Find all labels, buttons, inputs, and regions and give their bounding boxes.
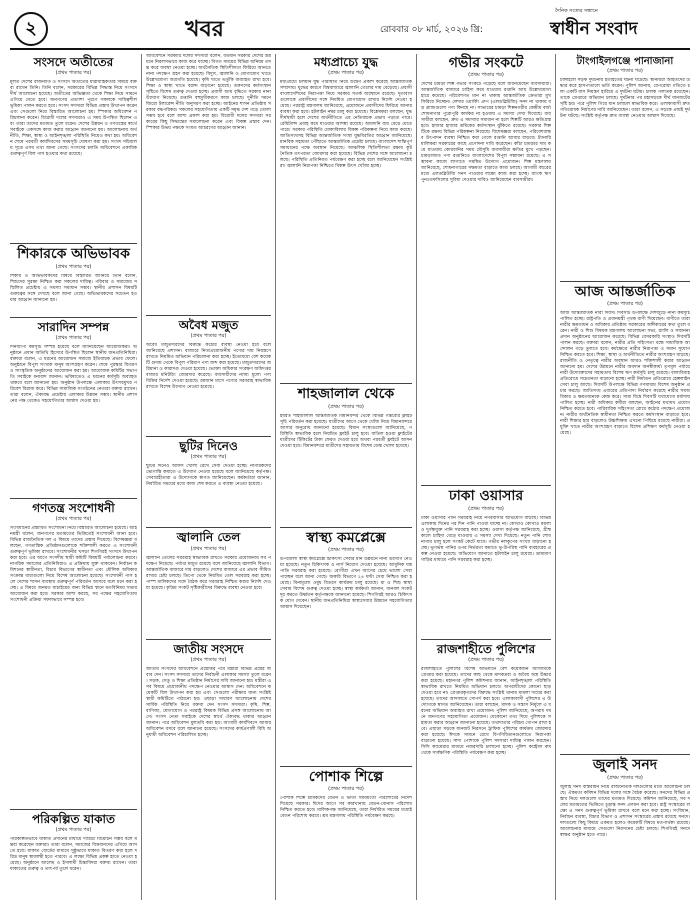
continued-note: (প্রথম পাতার পর) [468,656,504,663]
article-body: জাতীয় সংসদের অধিবেশনে প্রশ্নোত্তর পর্বে মন্ত্রীরা বিভিন্ন প্রশ্নের জবাব দেন। সংসদ সদস্যরা তাদের নির্বাচনী এলাকার সমস্যা তুলে ধরেন। সড়ক, সেতু ও শিক্ষা প্রতিষ্ঠান নির্মাণের দাবি জানানো হয়। মন্ত্রীরা এসব বিষয়ে প্রয়োজনীয় পদক্ষেপ নেওয়ার আশ্বাস দেন। অধিবেশনে কয়েকটি বিল উত্থাপন করা হয় এবং সেগুলো পরীক্ষার জন্য সংশ্লিষ্ট স্থায়ী কমিটিতে পাঠানো হয়। এছাড়া সাধারণ আলোচনায় দেশের সার্বিক পরিস্থিতি নিয়ে বক্তব্য দেন সংসদ সদস্যরা। কৃষি, শিল্প, বাণিজ্য, যোগাযোগ ও পররাষ্ট্র বিষয়ক বিভিন্ন প্রসঙ্গ আলোচনায় আসে। সংসদ নেতা সবাইকে দেশের স্বার্থে ঐক্যবদ্ধ থাকার আহ্বান জানান। পরে অধিবেশন মুলতবি করা হয়। আগামী কার্যদিবসে আবার অধিবেশন বসবে বলে জানানো হয়েছে। সংসদের কার্যপ্রণালী বিধি অনুযায়ী অধিবেশন পরিচালিত হচ্ছে। [146,666,271,738]
brand-tagline: দৈনিক সত্যের সন্ধানে [555,8,598,14]
article-body: অধিবেশনে সরকারি দলের সদস্যরা বলেন, বর্তমান সরকার দেশের উন্নয়নে নিরলসভাবে কাজ করে যাচ্ছে। বিগত সময়ের বিভিন্ন অনিয়ম তদন্ত করে ব্যবস্থা নেওয়া হচ্ছে। অর্থনৈতিক স্থিতিশীলতা ফিরিয়ে আনতে নানা পদক্ষেপ গ্রহণ করা হয়েছে। বিদ্যুৎ, জ্বালানি ও যোগাযোগ খাতে উল্লেখযোগ্য অগ্রগতি হয়েছে। কৃষি খাতে ভর্তুকি অব্যাহত রাখা হবে। শিক্ষা ও স্বাস্থ্য খাতে বরাদ্দ বাড়ানো হয়েছে। তরুণদের কর্মসংস্থান সৃষ্টিতে বিশেষ গুরুত্ব দেওয়া হচ্ছে। প্রবাসী আয় বৃদ্ধিতে সরকার নানা উদ্যোগ নিয়েছে। রপ্তানি বহুমুখীকরণে কাজ চলছে। দুর্নীতি দমনে জিরো টলারেন্স নীতি অনুসরণ করা হচ্ছে। আইনের শাসন প্রতিষ্ঠায় সরকার বদ্ধপরিকর। সকলের সহযোগিতায় একটি সমৃদ্ধ দেশ গড়ে তোলা সম্ভব হবে বলে আশা প্রকাশ করা হয়। বিরোধী দলের সদস্যরা সরকারের কিছু সিদ্ধান্তের সমালোচনা করেন এবং বিকল্প প্রস্তাব দেন। স্পিকার উভয় পক্ষকে সংযত আচরণের আহ্বান জানান। [146,54,271,131]
article-headline: জাতীয় সংসদে [173,641,244,656]
article [560,56,690,278]
article-divider [421,485,551,486]
article [421,643,551,903]
article-headline: সারাদিন সম্পন্ন [37,319,110,334]
article-headline: ছুটির দিনেও [179,439,238,454]
article [146,531,271,635]
article-divider [10,809,137,810]
column-1 [10,54,137,908]
article [280,531,412,763]
article-body: হযরত শাহজালাল আন্তর্জাতিক বিমানবন্দর থেকে বিভিন্ন গন্তব্যের ফ্লাইট সূচি পরিবর্তন করা হয়েছে। যাত্রীদের আগে থেকে খোঁজ নিয়ে বিমানবন্দরে আসার অনুরোধ জানানো হয়েছে। বিমান সংস্থাগুলো জানিয়েছে, পরিস্থিতি স্বাভাবিক হলে নিয়মিত ফ্লাইট চালু হবে। বাতিল হওয়া ফ্লাইটের যাত্রীদের টিকিটের টাকা ফেরত দেওয়া হবে অথবা পরবর্তী ফ্লাইটে আসন দেওয়া হবে। বিমানবন্দরে যাত্রীদের সহায়তায় বিশেষ ডেস্ক খোলা হয়েছে। [280,413,412,449]
article-headline: পোশাক শিল্পে [308,768,384,785]
continued-note: (প্রথম পাতার পর) [328,786,364,793]
article-body: পোশাক শিল্পে শ্রমিকদের বেতন ও ভাতা সময়মতো পরিশোধের নির্দেশ দিয়েছে সরকার। ঈদের আগে সব কারখানায় বেতন-বোনাস পরিশোধ নিশ্চিত করতে হবে। মালিকপক্ষ জানিয়েছে, তারা নির্ধারিত সময়ের মধ্যেই বেতন পরিশোধ করবে। শ্রম মন্ত্রণালয় পরিস্থিতি পর্যবেক্ষণ করছে। [280,796,412,820]
article-divider [280,766,412,767]
article-divider [146,436,271,437]
column-3 [280,54,412,859]
continued-note: (প্রথম পাতার পর) [328,546,364,553]
article [146,54,271,312]
article [10,56,137,240]
article-headline: ঢাকা ওয়াসার [448,488,524,505]
article-body: জুলাই সনদ বাস্তবায়ন নিয়ে রাজনৈতিক দলগুলোর মধ্যে আলোচনা চলছে। ঐকমত্য কমিশন বিভিন্ন দলের সঙ্গে বৈঠক করেছে। সনদের বিভিন্ন প্রস্তাব নিয়ে দলগুলো তাদের মতামত দিয়েছে। কমিশন জানিয়েছে, সব দলের মতামতের ভিত্তিতে চূড়ান্ত সনদ প্রণয়ন করা হবে। রাষ্ট্র সংস্কারের লক্ষ্যে এ সনদ গুরুত্বপূর্ণ ভূমিকা রাখবে বলে মনে করা হচ্ছে। সংবিধান, নির্বাচন ব্যবস্থা, বিচার বিভাগ ও প্রশাসন সংস্কারের প্রস্তাব রয়েছে সনদে। দলগুলো কিছু বিষয়ে একমত হলেও কয়েকটি বিষয়ে মতপার্থক্য রয়েছে। আলোচনার মাধ্যমে সেগুলো নিরসনের চেষ্টা চলছে। শিগগিরই সনদে স্বাক্ষর অনুষ্ঠান হতে পারে। [560,784,690,838]
column-2 [146,54,271,900]
article [10,321,137,495]
article-headline: অবৈধ মজুত [178,318,239,332]
continued-note: (প্রথম পাতার পর) [607,301,643,308]
continued-note: (প্রথম পাতার পর) [55,827,92,834]
article-body: শিকার ও অভিভাবকদের বিষয়ে বিস্তারিত জানিয়ে তিনি বলেন, শিশুদের সুরক্ষা নিশ্চিত করা সকলের দায়িত্ব। পরিবার ও সমাজের সম্মিলিত প্রচেষ্টায় এ সমস্যা সমাধান সম্ভব। স্থানীয় প্রশাসন বিষয়টি গুরুত্বের সঙ্গে দেখছে বলে জানা গেছে। অভিভাবকদের সচেতন হওয়ার আহ্বান জানানো হয়। [10,273,137,303]
article-headline: জ্বালানি তেল [176,530,241,545]
article [280,770,412,856]
article-body: আজ আন্তর্জাতিক নারী দিবস। দিবসটি উপলক্ষে দেশজুড়ে নানা কর্মসূচি পালিত হচ্ছে। রাষ্ট্রপতি ও প্রধানমন্ত্রী পৃথক বাণী দিয়েছেন। বাণীতে তারা নারীর ক্ষমতায়ন ও অধিকার প্রতিষ্ঠায় সরকারের অঙ্গীকারের কথা তুলে ধরেন। নারী ও শিশু বিষয়ক মন্ত্রণালয় আলোচনা সভা, র‍্যালি ও সম্মাননা প্রদান অনুষ্ঠানের আয়োজন করেছে। বিভিন্ন বেসরকারি সংস্থাও দিবসটি পালন করছে। বক্তারা বলেন, নারীর প্রতি সহিংসতা বন্ধে সামাজিক আন্দোলন গড়ে তুলতে হবে। কর্মক্ষেত্রে নারীর নিরাপত্তা ও সমান সুযোগ নিশ্চিত করতে হবে। শিক্ষা, স্বাস্থ্য ও অর্থনীতিতে নারীর অংশগ্রহণ বাড়ছে। রাজনীতি ও নেতৃত্বে নারীর অবস্থান আরও শক্তিশালী করার আহ্বান জানানো হয়। দেশের উন্নয়নে নারীর অবদান অনস্বীকার্য। তৃণমূল পর্যায়ে নারী উদ্যোক্তাদের সহায়তায় বিশেষ ঋণ কর্মসূচি চালু রয়েছে। বাল্যবিবাহ প্রতিরোধে সচেতনতা বাড়ানো হচ্ছে। নারী নির্যাতন প্রতিরোধে হেল্পলাইন সেবা চালু আছে। দিবসটি উপলক্ষে বিভিন্ন গণমাধ্যম বিশেষ অনুষ্ঠান প্রচার করছে। জাতিসংঘ এবারের প্রতিপাদ্য নির্ধারণ করেছে নারীর সমঅধিকার ও ক্ষমতায়নকে কেন্দ্র করে। সারা বিশ্বে দিবসটি যথাযোগ্য মর্যাদায় পালিত হচ্ছে। নারী অধিকার কর্মীরা বলছেন, আইনের যথাযথ প্রয়োগ নিশ্চিত করতে হবে। পারিবারিক সহিংসতা রোধে কঠোর পদক্ষেপ প্রয়োজন। নারীর অর্থনৈতিক স্বাধীনতা নিশ্চিত করতে কর্মসংস্থান বাড়াতে হবে। নারী শিক্ষার হার বাড়লেও উচ্চশিক্ষায় এখনো পিছিয়ে রয়েছে নারীরা। প্রযুক্তি খাতে নারীর অংশগ্রহণ বাড়াতে বিশেষ প্রশিক্ষণ কর্মসূচি নেওয়া হয়েছে। [560,311,690,437]
article-body: রাজশাহীতে পুলিশের বিশেষ অভিযানে বেশ কয়েকজন আসামিকে গ্রেপ্তার করা হয়েছে। তাদের কাছ থেকে মাদকদ্রব্য ও অবৈধ অস্ত্র উদ্ধার করা হয়েছে। মহানগর পুলিশ কমিশনার জানান, আইনশৃঙ্খলা পরিস্থিতি স্বাভাবিক রাখতে নিয়মিত অভিযান চলবে। অপরাধীদের কোনো ছাড় দেওয়া হবে না। গ্রেপ্তারকৃতদের বিরুদ্ধে সংশ্লিষ্ট থানায় মামলা দায়ের করা হয়েছে। তাদের আদালতে সোপর্দ করা হবে। এলাকাবাসী পুলিশের এ উদ্যোগকে স্বাগত জানিয়েছেন। তারা বলছেন, মাদক ও সন্ত্রাস নির্মূলে এ ধরনের অভিযান অব্যাহত রাখা প্রয়োজন। পুলিশ জানিয়েছে, অপরাধ দমনে জনগণের সহযোগিতা প্রয়োজন। যেকোনো তথ্য দিয়ে পুলিশকে সহায়তা করার আহ্বান জানানো হয়েছে। তথ্যদাতার পরিচয় গোপন রাখা হবে। এছাড়া সড়কে যানজট নিরসনে ট্রাফিক পুলিশের কার্যক্রম জোরদার করা হয়েছে। ঈদকে সামনে রেখে বিপণিবিতানগুলোতে নিরাপত্তা বাড়ানো হয়েছে। সাদা পোশাকে পুলিশ সদস্যরা দায়িত্ব পালন করছেন। সিসি ক্যামেরার মাধ্যমে নজরদারি চালানো হচ্ছে। পুলিশ কন্ট্রোল রুম থেকে সার্বক্ষণিক পরিস্থিতি পর্যবেক্ষণ করা হচ্ছে। [421,666,551,756]
article-divider [280,383,412,384]
column-divider [416,54,417,900]
article-divider [560,754,690,755]
article-headline: মধ্যপ্রাচ্যে যুদ্ধ [314,55,378,69]
article-body: সংবিধানের প্রস্তাবিত সংশোধনী নিয়ে বিস্তারিত আলোচনা হয়েছে। আইনমন্ত্রী বলেন, জনগণের মতামতের ভিত্তিতেই সংশোধনী আনা হবে। বিভিন্ন রাজনৈতিক দল এ বিষয়ে তাদের প্রস্তাব দিয়েছে। বিশেষজ্ঞরা বলছেন, গণতান্ত্রিক প্রতিষ্ঠানগুলোকে শক্তিশালী করতে এ সংশোধনী গুরুত্বপূর্ণ ভূমিকা রাখবে। সংশোধনীর খসড়া শিগগিরই সংসদে উত্থাপন করা হবে। এর আগে সংসদীয় স্থায়ী কমিটি বিষয়টি পর্যালোচনা করবে। নাগরিক সমাজের প্রতিনিধিরাও এ প্রক্রিয়ায় যুক্ত থাকবেন। নির্বাচন কমিশনের স্বাধীনতা, বিচার বিভাগের স্বাধীনতা এবং মৌলিক অধিকার সংক্রান্ত ধারাগুলো নিয়ে বিশেষ আলোচনা হয়েছে। সংশোধনী পাস হলে দেশের শাসন ব্যবস্থায় গুরুত্বপূর্ণ পরিবর্তন আসবে বলে মনে করা হচ্ছে। এ বিষয়ে জনমত যাচাইয়ের জন্য বিভিন্ন স্থানে মতবিনিময় সভার আয়োজন করা হবে। সরকার আশা করছে, সব পক্ষের সহযোগিতায় সংশোধনী প্রক্রিয়া সফলভাবে সম্পন্ন হবে। [10,525,137,603]
continued-note: (প্রথম পাতার পর) [190,656,227,663]
brand-logo: স্বাধীন সংবাদ [550,19,638,39]
column-divider [555,54,556,900]
newspaper-page [10,8,690,904]
article-body: জ্বালানি তেলের সরবরাহ স্বাভাবিক রাখতে সরকার প্রয়োজনীয় সব পদক্ষেপ নিয়েছে। পর্যাপ্ত মজুত রয়েছে বলে জানিয়েছে জ্বালানি বিভাগ। আন্তর্জাতিক বাজারে দাম বাড়লেও দেশের বাজারে এর প্রভাব সীমিত রাখার চেষ্টা চলছে। ডিপো থেকে নিয়মিত তেল সরবরাহ করা হচ্ছে। পাম্প মালিকদের সঙ্গে বৈঠক করে সরবরাহ নিশ্চিত করার নির্দেশ দেওয়া হয়েছে। কৃত্রিম সংকট সৃষ্টিকারীদের বিরুদ্ধে ব্যবস্থা নেওয়া হবে। [146,555,271,591]
article [10,813,137,905]
continued-note: (প্রথম পাতার পর) [190,333,227,340]
article [560,758,690,884]
continued-note: (প্রথম পাতার পর) [55,515,92,522]
article-body: মধ্যপ্রাচ্যে চলমান যুদ্ধ পরিস্থিতি নিয়ে উদ্বেগ প্রকাশ করেছে আন্তর্জাতিক সম্প্রদায়। যুদ্ধের কারণে বিশ্ববাজারে জ্বালানি তেলের দাম বেড়েছে। প্রবাসী বাংলাদেশিদের নিরাপত্তা নিয়ে সরকার সতর্ক অবস্থানে রয়েছে। দূতাবাসগুলোকে প্রবাসীদের সঙ্গে নিয়মিত যোগাযোগ রাখার নির্দেশ দেওয়া হয়েছে। পররাষ্ট্র মন্ত্রণালয় জানিয়েছে, প্রয়োজনে প্রবাসীদের ফিরিয়ে আনার ব্যবস্থা করা হবে। হটলাইন নম্বর চালু করা হয়েছে। বিশ্লেষকরা বলছেন, যুদ্ধ দীর্ঘস্থায়ী হলে দেশের অর্থনীতিতে এর নেতিবাচক প্রভাব পড়তে পারে। রেমিট্যান্স প্রবাহ কমে যাওয়ার আশঙ্কা রয়েছে। আমদানি ব্যয় বেড়ে যেতে পারে। সরকার পরিস্থিতি মোকাবিলায় বিকল্প পরিকল্পনা নিয়ে কাজ করছে। জাতিসংঘসহ বিভিন্ন আন্তর্জাতিক সংস্থা যুদ্ধবিরতির আহ্বান জানিয়েছে। মানবিক সহায়তা পৌঁছাতে আন্তর্জাতিক প্রচেষ্টা চলছে। বাংলাদেশ শান্তিপূর্ণ সমাধানের পক্ষে অবস্থান নিয়েছে। আঞ্চলিক স্থিতিশীলতা রক্ষায় কূটনৈতিক তৎপরতা জোরদার করা হয়েছে। বিভিন্ন দেশের সঙ্গে আলোচনা চলছে। পরিস্থিতি প্রতিনিয়ত পর্যবেক্ষণ করা হচ্ছে বলে জানিয়েছেন সংশ্লিষ্টরা। জ্বালানি নিরাপত্তা নিশ্চিতে বিকল্প উৎস খোঁজা হচ্ছে। [280,80,412,170]
article-headline: গণতন্ত্র সংশোধনী [32,500,115,515]
page-number: ২ [14,12,48,46]
article [560,285,690,751]
article-divider [280,527,412,528]
article-divider [146,315,271,316]
continued-note: (প্রথম পাতার পর) [55,70,92,77]
continued-note: (প্রথম পাতার পর) [468,72,504,79]
article [146,319,271,433]
article [146,643,271,897]
article-divider [10,498,137,499]
continued-note: (প্রথম পাতার পর) [55,334,92,341]
continued-note: (প্রথম পাতার পর) [607,68,643,74]
article-headline: স্বাস্থ্য কমপ্লেক্সে [306,529,386,546]
article-body: টাঙ্গাইলে সড়ক দুর্ঘটনায় হতাহতের ঘটনা ঘটেছে। স্থানীয়রা আহতদের উদ্ধার করে হাসপাতালে ভর্তি করেন। পুলিশ জানায়, বেপরোয়া গতিতে চলা একটি বাস নিয়ন্ত্রণ হারিয়ে এ দুর্ঘটনা ঘটায়। চালক পলাতক রয়েছেন। তাকে গ্রেপ্তারে অভিযান চলছে। দুর্ঘটনার পর মহাসড়কে দীর্ঘ যানজটের সৃষ্টি হয়। পরে পুলিশ গিয়ে যান চলাচল স্বাভাবিক করে। এলাকাবাসী দ্রুত গতিরোধক নির্মাণের দাবি জানিয়েছেন। তারা বলেন, এ সড়কে প্রায়ই দুর্ঘটনা ঘটছে। সংশ্লিষ্ট কর্তৃপক্ষ দ্রুত ব্যবস্থা নেওয়ার আশ্বাস দিয়েছে। [560,78,690,119]
article-headline: জুলাই সনদ [592,757,658,774]
continued-note: (প্রথম পাতার পর) [190,454,227,461]
continued-note: (প্রথম পাতার পর) [607,774,643,781]
article-headline: পরিকল্পিত যাকাত [31,811,116,826]
article-headline: গভীর সংকটে [448,55,524,71]
article-divider [146,639,271,640]
article-body: পরিকল্পিতভাবে যাকাত প্রদানের মাধ্যমে দারিদ্র্য বিমোচন সম্ভব বলে মন্তব্য করেছেন বক্তারা। তারা বলেন, সমাজের বিত্তবানদের এগিয়ে আসতে হবে। যাকাত বোর্ডের মাধ্যমে সুষ্ঠুভাবে যাকাত বিতরণ করা হলে দরিদ্র মানুষ স্বাবলম্বী হতে পারবে। এ লক্ষ্যে বিভিন্ন প্রকল্প হাতে নেওয়া হয়েছে। অনুষ্ঠানে আলেম ও ইসলামী চিন্তাবিদরা বক্তব্য রাখেন। তারা যাকাতের গুরুত্ব ও তাৎপর্য তুলে ধরেন। [10,837,137,873]
column-divider [275,54,276,900]
continued-note: (প্রথম পাতার পর) [190,545,227,552]
article-headline: রাজশাহীতে পুলিশের [436,641,536,656]
article-headline: আজ আন্তর্জাতিক [574,284,676,300]
article-body: অবৈধ মজুতদারদের বিরুদ্ধে কঠোর ব্যবস্থা নেওয়া হবে বলে জানিয়েছে প্রশাসন। বাজারে নিত্যপ্রয়োজনীয় পণ্যের দাম নিয়ন্ত্রণে রাখতে নিয়মিত অভিযান পরিচালনা করা হচ্ছে। ইতোমধ্যে বেশ কয়েকটি গুদাম থেকে বিপুল পরিমাণ পণ্য জব্দ করা হয়েছে। মজুতদারদের জরিমানা ও কারাদণ্ড দেওয়া হয়েছে। ভোক্তা অধিকার সংরক্ষণ অধিদপ্তর বাজার মনিটরিং জোরদার করেছে। ব্যবসায়ীদের ন্যায্য মূল্যে পণ্য বিক্রির নির্দেশ দেওয়া হয়েছে। রমজান মাসে পণ্যের সরবরাহ স্বাভাবিক রাখতে বিশেষ উদ্যোগ নেওয়া হয়েছে। [146,343,271,391]
article [280,56,412,380]
continued-note: (প্রথম পাতার পর) [328,403,364,410]
issue-date: রোববার ০৮ মার্চ, ২০২৬ খ্রি: [380,25,483,35]
article-divider [146,527,271,528]
article-divider [421,639,551,640]
article-body: ঢাকা ওয়াসার পানি সরবরাহ নিয়ে নগরবাসীর অভিযোগ বাড়ছে। বিভিন্ন এলাকায় দিনের পর দিন পানি পাওয়া যাচ্ছে না। কোথাও কোথাও ময়লা ও দুর্গন্ধযুক্ত পানি সরবরাহ করা হচ্ছে। ওয়াসা কর্তৃপক্ষ জানিয়েছে, গ্রীষ্মকালে চাহিদা বেড়ে যাওয়ায় এ সমস্যা দেখা দিয়েছে। নতুন পানি শোধনাগার চালু হলে সংকট কেটে যাবে। গভীর নলকূপের সংখ্যা বাড়ানো হচ্ছে। ভূগর্ভস্থ পানির ওপর নির্ভরতা কমাতে ভূ-উপরিস্থ পানি ব্যবহারের প্রকল্প নেওয়া হয়েছে। অভিযোগ জানাতে হটলাইন চালু রয়েছে। ভ্রাম্যমাণ গাড়ির মাধ্যমে পানি সরবরাহ করা হচ্ছে। [421,515,551,563]
article [421,56,551,482]
article [146,440,271,524]
masthead [10,8,690,50]
article-headline: শাহজালাল থেকে [297,386,395,403]
article [280,387,412,523]
article-divider [10,317,137,318]
article [10,247,137,313]
article [10,502,137,806]
article-body: মূলত দেশের রাজনীতি ও সংসদে অতীতের ধারাবাহিকতার বিষয়ে বক্তব্য রাখেন তিনি। তিনি বলেন, সরকারের বিভিন্ন সিদ্ধান্ত নিয়ে সংসদে দীর্ঘ আলোচনা হয়েছে। অতীতের অভিজ্ঞতা থেকে শিক্ষা নিয়ে সামনে এগিয়ে যেতে হবে। জনগণের প্রত্যাশা পূরণে সকলকে দায়িত্বশীল ভূমিকা পালন করতে হবে। সংসদ সদস্যরা বিভিন্ন প্রস্তাব উত্থাপন করেন এবং সেগুলো নিয়ে বিস্তারিত আলোচনা হয়। স্পিকার অধিবেশন পরিচালনা করেন। বিরোধী দলের সদস্যরাও এ সময় উপস্থিত ছিলেন এবং তারা তাদের মতামত তুলে ধরেন। দেশের উন্নয়ন ও গণতন্ত্রের স্বার্থে সবাইকে একসঙ্গে কাজ করার আহ্বান জানানো হয়। আলোচনায় অর্থনীতি, শিক্ষা, স্বাস্থ্য ও আইনশৃঙ্খলা পরিস্থিতি নিয়েও কথা হয়। অধিবেশন শেষে পরবর্তী কার্যদিবসের সময়সূচি ঘোষণা করা হয়। সংসদ সচিবালয় সূত্রে এসব তথ্য জানা গেছে। সংসদের চলতি অধিবেশনে একাধিক গুরুত্বপূর্ণ বিল পাস হওয়ার কথা রয়েছে। [10,80,137,158]
article [421,489,551,635]
column-divider [141,54,142,900]
section-title: খবর [185,17,224,42]
article-body: ছুটির দিনেও অফিস খোলা রেখে সেবা দেওয়া হচ্ছে। নাগরিকদের ভোগান্তি কমাতে এ উদ্যোগ নেওয়া হয়েছে বলে জানিয়েছে কর্তৃপক্ষ। সেবাগ্রহীতারা এ উদ্যোগকে স্বাগত জানিয়েছেন। কর্মকর্তারা জানান, নির্ধারিত সময়ের মধ্যে কাজ শেষ করতে এ ব্যবস্থা নেওয়া হয়েছে। [146,464,271,488]
article-headline: টাংগাইলগঞ্জে পানাজানা [576,56,674,67]
article-divider [560,281,690,282]
continued-note: (প্রথম পাতার পর) [55,263,92,270]
article-headline: শিকারকে অভিভাবক [17,246,130,263]
continued-note: (প্রথম পাতার পর) [328,70,364,77]
column-5 [560,54,690,888]
article-headline: সংসদে অতীতের [33,55,114,69]
continued-note: (প্রথম পাতার পর) [468,505,504,512]
article-body: উপজেলা স্বাস্থ্য কমপ্লেক্সে চিকিৎসা সেবার মান উন্নয়নে নানা উদ্যোগ নেওয়া হয়েছে। নতুন চিকিৎসক ও নার্স নিয়োগ দেওয়া হয়েছে। আধুনিক যন্ত্রপাতি সরবরাহ করা হয়েছে। রোগীরা এখন আগের চেয়ে ভালো সেবা পাচ্ছেন বলে জানা গেছে। জরুরি বিভাগে ২৪ ঘণ্টা সেবা নিশ্চিত করা হয়েছে। বিনামূল্যে ওষুধ বিতরণ কার্যক্রম চালু রয়েছে। মা ও শিশু স্বাস্থ্য সেবায় বিশেষ গুরুত্ব দেওয়া হচ্ছে। স্বাস্থ্য কর্মকর্তা জানান, জনবল সংকট দূর করতে উর্ধ্বতন কর্তৃপক্ষকে জানানো হয়েছে। শিগগিরই আরও চিকিৎসক যোগ দেবেন। স্থানীয় জনপ্রতিনিধিরা স্বাস্থ্যসেবার উন্নয়নে সহযোগিতার আশ্বাস দিয়েছেন। [280,556,412,610]
article-body: দেশের চামড়া শিল্প গভীর সংকটে পড়েছে বলে জানিয়েছেন ব্যবসায়ীরা। আন্তর্জাতিক বাজারে চাহিদা কমে যাওয়ায় রপ্তানি আয় উল্লেখযোগ্য হারে কমেছে। পরিবেশগত মান না থাকায় আন্তর্জাতিক ক্রেতারা মুখ ফিরিয়ে নিচ্ছেন। লেদার ওয়ার্কিং গ্রুপ (এলডব্লিউজি) সনদ না থাকায় বড় ব্র্যান্ডগুলো পণ্য কিনছে না। সাভারের চামড়া শিল্পনগরীর কেন্দ্রীয় বর্জ্য শোধনাগার পুরোপুরি কার্যকর না হওয়ায় এ সমস্যা দেখা দিয়েছে। ব্যবসায়ীরা বলছেন, দ্রুত এ সমস্যার সমাধান না হলে শিল্পটি আরও ক্ষতিগ্রস্ত হবে। হাজার হাজার শ্রমিকের কর্মসংস্থান ঝুঁকিতে রয়েছে। সরকার শিল্পটিকে রক্ষায় বিভিন্ন পরিকল্পনা নিয়েছে। বিশেষজ্ঞরা বলছেন, পরিবেশবান্ধব উৎপাদন ব্যবস্থা নিশ্চিত করা গেলে রপ্তানি আবার বাড়বে। ট্যানারি মালিকরা সরকারের কাছে প্রণোদনা দাবি করেছেন। কাঁচা চামড়ার দাম কমে যাওয়ায় কোরবানির সময় মৌসুমি ব্যবসায়ীরা ক্ষতির মুখে পড়ছেন। চামড়াজাত পণ্য রপ্তানিতে বাংলাদেশের বিপুল সম্ভাবনা রয়েছে। এ সম্ভাবনা কাজে লাগাতে সমন্বিত উদ্যোগ প্রয়োজন। শিল্প মন্ত্রণালয় জানিয়েছে, শোধনাগারের সক্ষমতা বাড়াতে কাজ চলছে। আগামী বছরের মধ্যে এলডব্লিউজি সনদ পাওয়ার লক্ষ্যে কাজ করা হচ্ছে। ব্যাংক ঋণ পুনঃতফসিলের সুবিধা দেওয়ার দাবিও জানিয়েছেন ব্যবসায়ীরা। [421,82,551,184]
column-4 [421,54,551,906]
article-divider [10,243,137,244]
article-body: দিনব্যাপী কর্মসূচি সম্পন্ন হয়েছে বলে জানিয়েছেন আয়োজকরা। অনুষ্ঠানে প্রধান অতিথি হিসেবে উপস্থিত ছিলেন স্থানীয় জনপ্রতিনিধিরা। বক্তারা বলেন, এ ধরনের আয়োজন সমাজে ইতিবাচক প্রভাব ফেলে। অনুষ্ঠানে বিপুল সংখ্যক মানুষ অংশগ্রহণ করেন। শেষে পুরস্কার বিতরণ ও সাংস্কৃতিক অনুষ্ঠানের আয়োজন করা হয়। আয়োজক কমিটির সভাপতি সবাইকে ধন্যবাদ জানান। ভবিষ্যতেও এ ধরনের কর্মসূচি অব্যাহত থাকবে বলে জানানো হয়। অনুষ্ঠান উপলক্ষে এলাকায় উৎসবমুখর পরিবেশ বিরাজ করে। বিভিন্ন সামাজিক সংগঠনের নেতারা বক্তব্য রাখেন। তারা বলেন, ঐক্যবদ্ধ প্রচেষ্টায় এলাকার উন্নয়ন সম্ভব। স্থানীয় প্রশাসনের পক্ষ থেকেও সহযোগিতার আশ্বাস দেওয়া হয়। [10,344,137,404]
